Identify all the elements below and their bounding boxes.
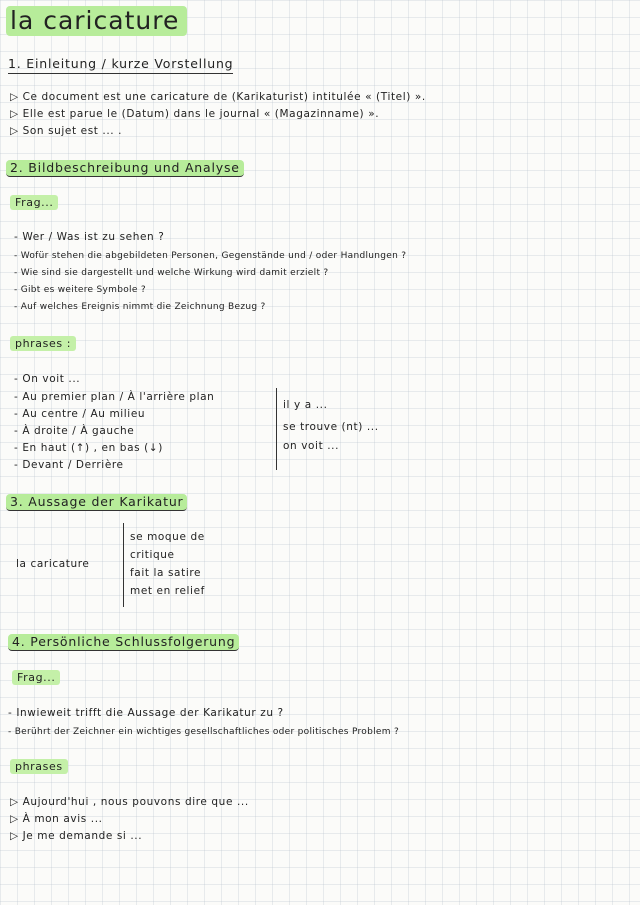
- s2-verb: on voit ...: [283, 440, 340, 452]
- s2-phrase: - À droite / À gauche: [14, 425, 135, 437]
- s2-phrase: - Devant / Derrière: [14, 459, 124, 471]
- s2-phrase: - Au premier plan / À l'arrière plan: [14, 391, 215, 403]
- section-1-heading: 1. Einleitung / kurze Vorstellung: [8, 56, 233, 74]
- s2-phrase: - On voit ...: [14, 373, 81, 385]
- phrases-tag: phrases :: [10, 336, 76, 351]
- phrases-tag: phrases: [10, 759, 68, 774]
- s2-question: - Wofür stehen die abgebildeten Personen, Gegenstände und / oder Handlungen ?: [14, 251, 407, 261]
- s2-question: - Wer / Was ist zu sehen ?: [14, 231, 165, 243]
- s1-line: ▷ Elle est parue le (Datum) dans le journal « (Magazinname) ».: [10, 108, 380, 120]
- s4-question: - Berührt der Zeichner ein wichtiges gesellschaftliches oder politisches Problem ?: [8, 727, 400, 737]
- question-tag: Frag...: [12, 670, 60, 685]
- s4-phrase: ▷ Aujourd'hui , nous pouvons dire que ...: [10, 796, 249, 808]
- s2-verb: se trouve (nt) ...: [283, 421, 379, 433]
- page-title: la caricature: [6, 6, 187, 36]
- s3-verb: met en relief: [130, 585, 205, 597]
- s2-question: - Wie sind sie dargestellt und welche Wirkung wird damit erzielt ?: [14, 268, 329, 278]
- s3-verb: critique: [130, 549, 175, 561]
- s4-question: - Inwieweit trifft die Aussage der Karikatur zu ?: [8, 707, 284, 719]
- question-tag: Frag...: [10, 195, 58, 210]
- s2-phrase: - En haut (↑) , en bas (↓): [14, 442, 163, 454]
- s2-question: - Auf welches Ereignis nimmt die Zeichnung Bezug ?: [14, 302, 266, 312]
- section-3-heading: 3. Aussage der Karikatur: [6, 494, 187, 511]
- s4-phrase: ▷ À mon avis ...: [10, 813, 103, 825]
- s4-phrase: ▷ Je me demande si ...: [10, 830, 143, 842]
- s1-line: ▷ Ce document est une caricature de (Karikaturist) intitulée « (Titel) ».: [10, 91, 426, 103]
- s2-verb: il y a ...: [283, 399, 328, 411]
- s3-verb: se moque de: [130, 531, 205, 543]
- section-2-heading: 2. Bildbeschreibung und Analyse: [6, 160, 244, 177]
- s2-phrase: - Au centre / Au milieu: [14, 408, 146, 420]
- s3-verb: fait la satire: [130, 567, 202, 579]
- s3-subject: la caricature: [16, 558, 90, 570]
- s1-line: ▷ Son sujet est ... .: [10, 125, 123, 137]
- s2-question: - Gibt es weitere Symbole ?: [14, 285, 146, 295]
- bracket-divider: [276, 388, 277, 470]
- bracket-divider: [123, 523, 124, 607]
- section-4-heading: 4. Persönliche Schlussfolgerung: [8, 634, 239, 651]
